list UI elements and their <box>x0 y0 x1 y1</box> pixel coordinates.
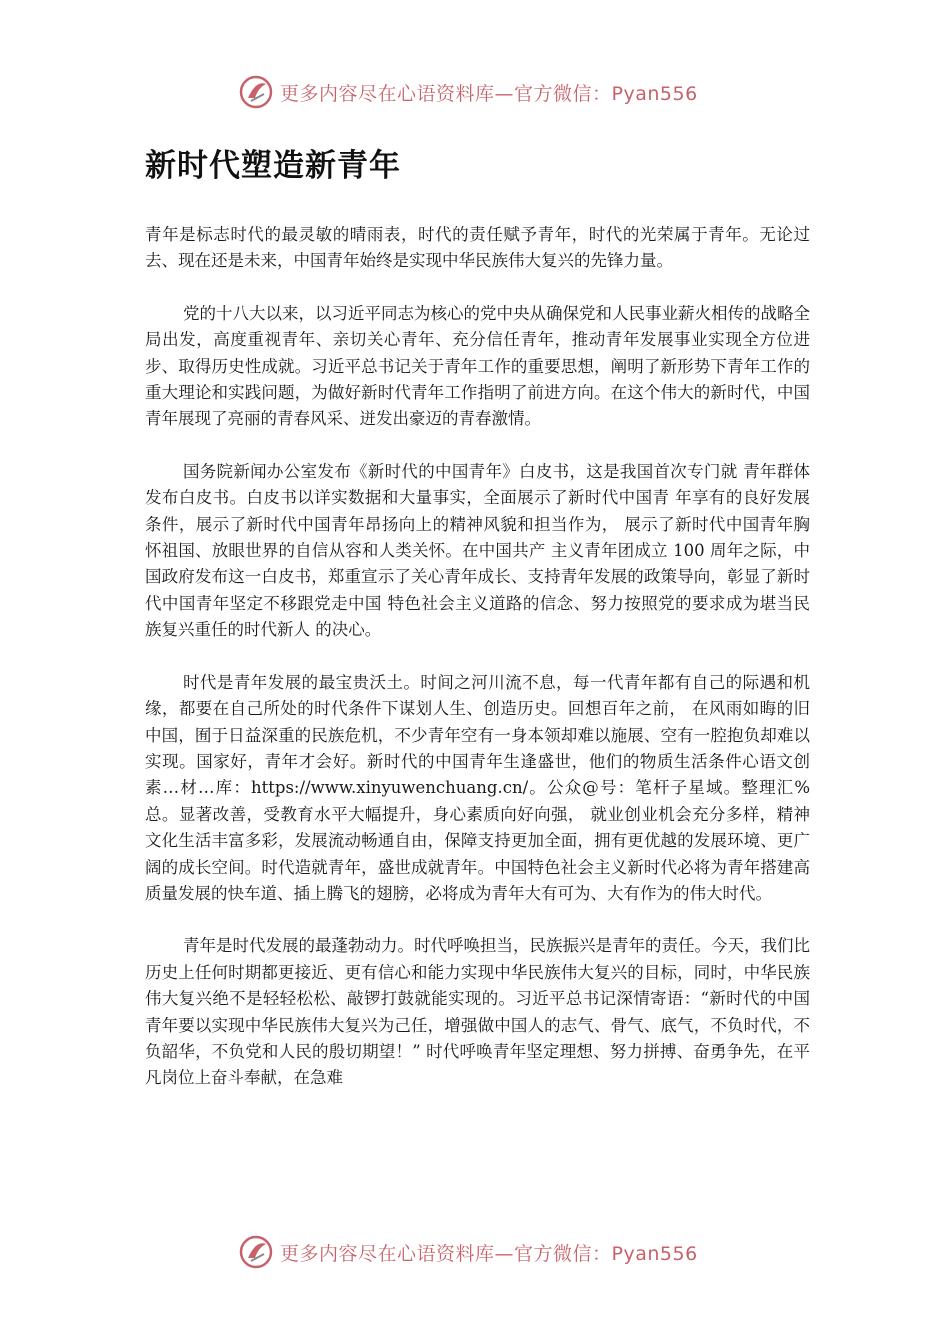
paragraph-5: 青年是时代发展的最蓬勃动力。时代呼唤担当，民族振兴是青年的责任。今天，我们比历史上任何时期都更接近、更有信心和能力实现中华民族伟大复兴的目标，同时，中华民族伟大复兴绝不是轻轻松松、敲锣打鼓就能实现的。习近平总书记深情寄语：“新时代的中国青年要以实现中华民族伟大复兴为己任，增强做中国人的志气、骨气、底气，不负时代，不负韶华，不负党和人民的殷切期望！” 时代呼唤青年坚定理想、努力拼搏、奋勇争先，在平凡岗位上奋斗奉献，在急难 <box>145 936 810 1088</box>
paragraph-1: 青年是标志时代的最灵敏的晴雨表，时代的责任赋予青年，时代的光荣属于青年。无论过去、现在还是未来，中国青年始终是实现中华民族伟大复兴的先锋力量。 <box>145 225 810 271</box>
footer-banner <box>238 1234 758 1270</box>
article-body <box>145 222 810 1118</box>
paragraph-2: 党的十八大以来，以习近平同志为核心的党中央从确保党和人民事业薪火相传的战略全局出发，高度重视青年、亲切关心青年、充分信任青年，推动青年发展事业实现全方位进步、取得历史性成就。习近平总书记关于青年工作的重要思想，阐明了新形势下青年工作的重大理论和实践问题，为做好新时代青年工作指明了前进方向。在这个伟大的新时代，中国青年展现了亮丽的青春风采、迸发出豪迈的青春激情。 <box>145 303 810 429</box>
page-title: 新时代塑造新青年 <box>145 148 401 184</box>
paragraph-4: 时代是青年发展的最宝贵沃土。时间之河川流不息，每一代青年都有自己的际遇和机缘，都要在自己所处的时代条件下谋划人生、创造历史。回想百年之前， 在风雨如晦的旧中国，囿于日益深重的民族危机，不少青年空有一身本领却难以施展、空有一腔抱负却难以实现。国家好，青年才会好。新时代的中国青年生逢盛世，他们的物质生活条件心语文创素…材…库：https://www.xinyuwenchuang.cn/。公众@号：笔杆子星域。整理汇%总。显著改善，受教育水平大幅提升，身心素质向好向强， 就业创业机会充分多样，精神文化生活丰富多彩，发展流动畅通自由，保障支持更加全面，拥有更优越的发展环境、更广阔的成长空间。时代造就青年，盛世成就青年。中国特色社会主义新时代必将为青年搭建高质量发展的快车道、插上腾飞的翅膀，必将成为青年大有可为、大有作为的伟大时代。 <box>145 672 810 903</box>
brand-logo-icon <box>238 74 274 110</box>
header-banner-text: 更多内容尽在心语资料库—官方微信：Pyan556 <box>280 82 698 105</box>
header-banner <box>238 74 758 110</box>
paragraph-3: 国务院新闻办公室发布《新时代的中国青年》白皮书，这是我国首次专门就 青年群体发布白皮书。白皮书以详实数据和大量事实，全面展示了新时代中国青 年享有的良好发展条件，展示了新时代中国青年昂扬向上的精神风貌和担当作为， 展示了新时代中国青年胸怀祖国、放眼世界的自信从容和人类关怀。在中国共产 主义青年团成立 100 周年之际，中国政府发布这一白皮书，郑重宣示了关心青年成长、支持青年发展的政策导向，彰显了新时代中国青年坚定不移跟党走中国 特色社会主义道路的信念、努力按照党的要求成为堪当民族复兴重任的时代新人 的决心。 <box>145 461 810 640</box>
brand-logo-icon <box>238 1234 274 1270</box>
footer-banner-text: 更多内容尽在心语资料库—官方微信：Pyan556 <box>280 1242 698 1265</box>
